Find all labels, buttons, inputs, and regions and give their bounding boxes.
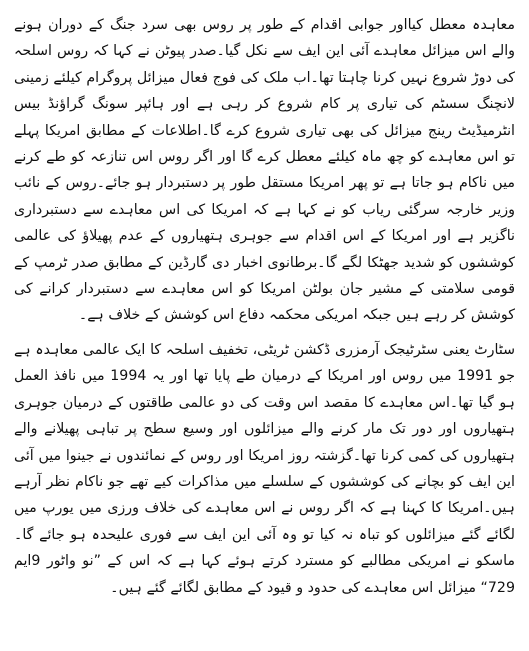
article-paragraph-1: معاہدہ معطل کیااور جوابی اقدام کے طور پر روس بھی سرد جنگ کے دوران ہونے والے اس میزائل معاہدے آئی این ایف سے نکل گیا۔صدر پیوٹن نے کہا کہ روس اسلحہ کی دوڑ شروع نہیں کرنا چاہتا تھا۔اب ملک کی فوج فعال میزائل پروگرام کیلئے زمینی لانچنگ سسٹم کی تیاری پر کام شروع کر رہی ہے اور ہائپر سونگ گراؤنڈ بیس انٹرمیڈیٹ رینج میزائل کی بھی تیاری شروع کرے گا۔اطلاعات کے مطابق امریکا پہلے تو اس معاہدے کو چھ ماہ کیلئے معطل کرے گا اور اگر روس اس تنازعہ کو طے کرنے میں ناکام ہو جاتا ہے تو پھر امریکا مستقل طور پر دستبردار ہو جائے۔روس کے نائب وزیر خارجہ سرگئی ریاب کو نے کہا ہے کہ امریکا کی اس معاہدے سے دستبرداری ناگزیر ہے اور امریکا کے اس اقدام سے جوہری ہتھیاروں کے عدم پھیلاؤ کی عالمی کوششوں کو شدید جھٹکا لگے گا۔برطانوی اخبار دی گارڈین کے مطابق صدر ٹرمپ کے قومی سلامتی کے مشیر جان بولٹن امریکا کو اس معاہدے سے دستبردار کرانے کی کوشش کر رہے ہیں جبکہ امریکی محکمہ دفاع اس کوشش کے خلاف ہے۔ [14, 17, 515, 324]
article-paragraph-2: سٹارٹ یعنی سٹرٹیجک آرمزری ڈکشن ٹریٹی، تخفیف اسلحہ کا ایک عالمی معاہدہ ہے جو 1991 میں روس اور امریکا کے درمیان طے پایا تھا اور یہ 1994 میں نافذ العمل ہو گیا تھا۔اس معاہدے کا مقصد اس وقت کی دو عالمی طاقتوں کے درمیان جوہری ہتھیاروں اور دور تک مار کرنے والے میزائلوں اور وسیع سطح پر تباہی پھیلانے والے ہتھیاروں کی کمی کرنا تھا۔گزشتہ روز امریکا اور روس کے نمائندوں نے جینوا میں آئی این ایف کو بچانے کی کوششوں کے سلسلے میں مذاکرات کیے تھے جو ناکام نظر آرہے ہیں۔امریکا کا کہنا ہے کہ اگر روس نے اس معاہدے کی خلاف ورزی میں یورپ میں لگائے گئے میزائلوں کو تباہ نہ کیا تو وہ آئی این ایف سے فوری علیحدہ ہو جائے گا۔ماسکو نے امریکی مطالبے کو مسترد کرتے ہوئے کہا ہے کہ اس کے ”نو واٹور 9ایم 729“ میزائل اس معاہدے کی حدود و قیود کے مطابق لگائے گئے ہیں۔ [14, 341, 515, 596]
